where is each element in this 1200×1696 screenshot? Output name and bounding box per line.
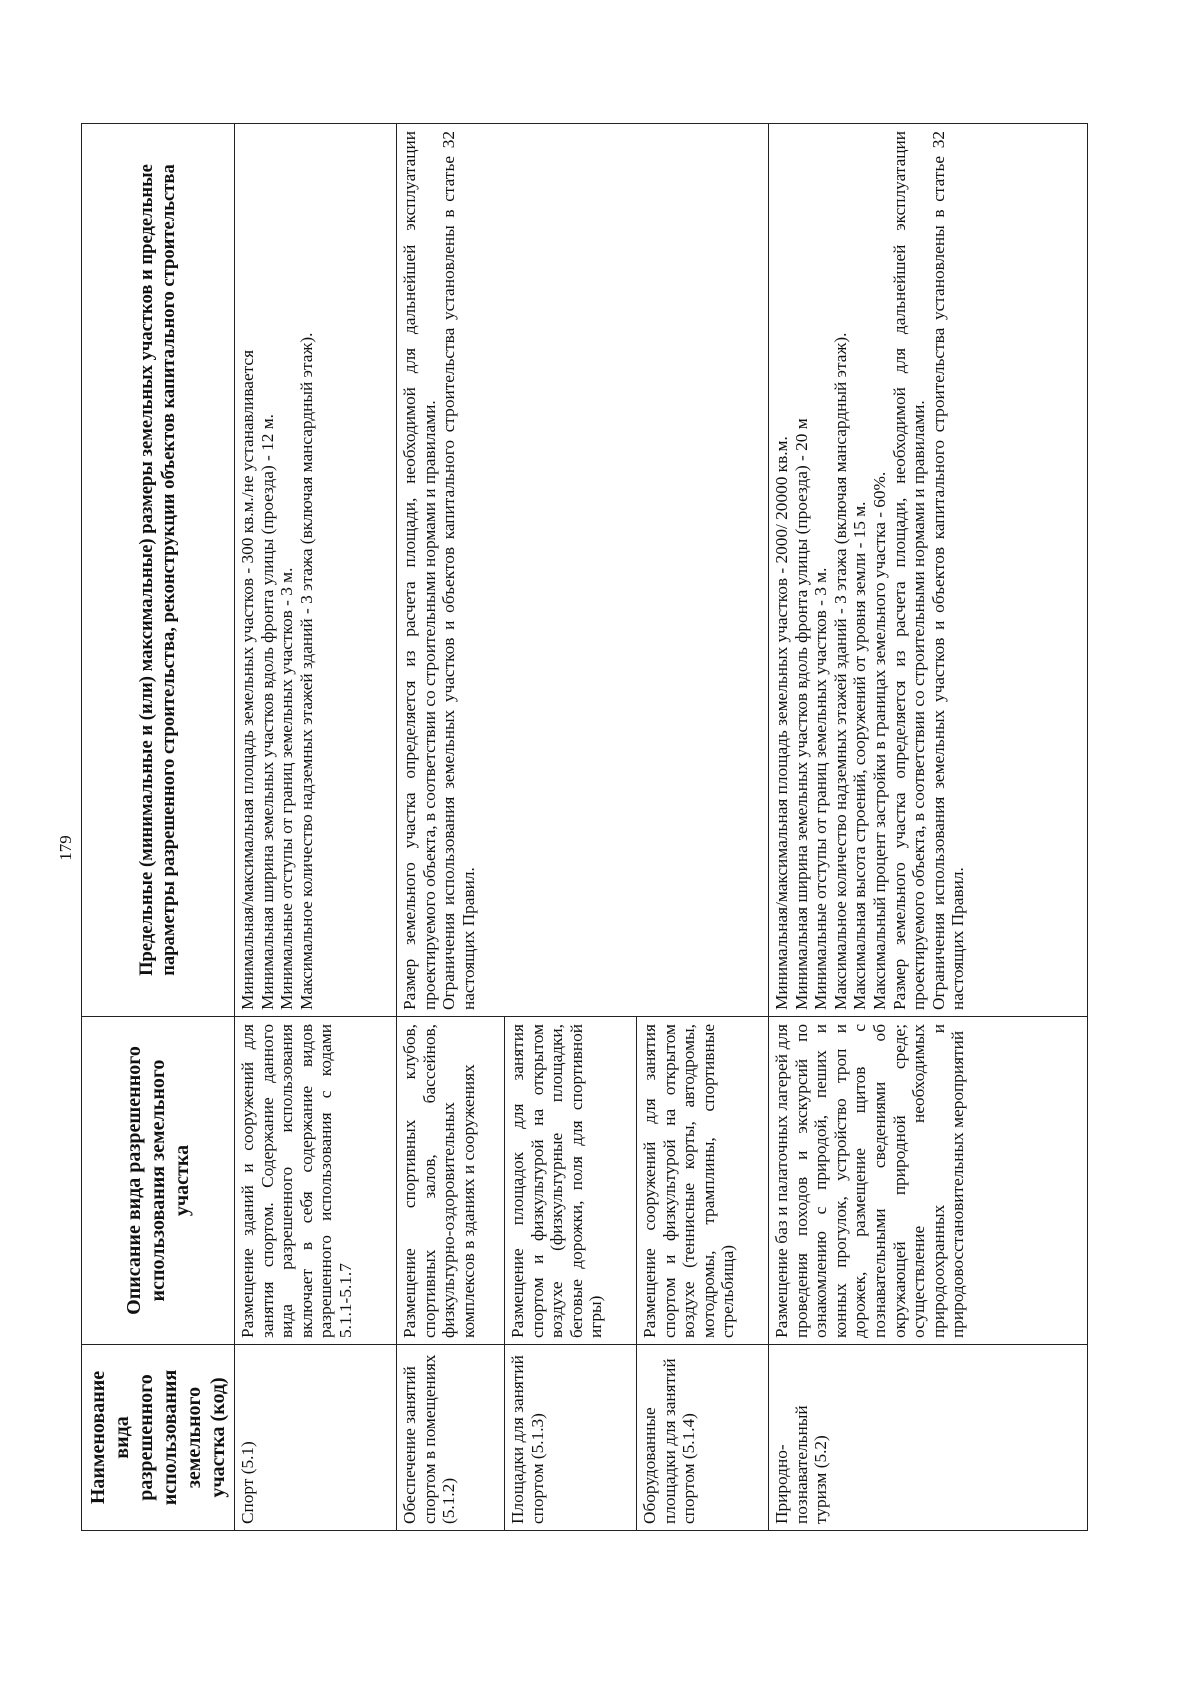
row-name: Спорт (5.1) (235, 1345, 397, 1531)
parameter-line: Минимальные отступы от границ земельных участков - 3 м. (277, 567, 297, 1010)
row-description: Размещение баз и палаточных лагерей для проведения походов и экскурсий по ознакомлению с природой, пеших и конных прогулок, устройство троп и дорожек, размещение щитов с познавательными сведениями об окружающей природной среде; осуществление необходимых природоохранных и природовосстановительных мероприятий (769, 1017, 1088, 1345)
row-parameters (769, 124, 1088, 1017)
parameter-line: Ограничения использования земельных участков и объектов капитального строительства установлены в статье 32 настоящих Правил. (928, 131, 968, 1010)
table-row (769, 124, 1088, 1531)
row-description: Размещение спортивных клубов, спортивных залов, бассейнов, физкультурно-оздоровительных комплексов в зданиях и сооружениях (397, 1017, 505, 1345)
parameter-line: Максимальная высота строений, сооружений от уровня земли - 15 м. (850, 501, 870, 1010)
parameter-line: Ограничения использования земельных участков и объектов капитального строительства установлены в статье 32 настоящих Правил. (439, 131, 478, 1010)
parameter-line: Минимальная/максимальная площадь земельных участков - 2000/ 20000 кв.м. (772, 436, 791, 1010)
parameter-line: Минимальная ширина земельных участков вдоль фронта улицы (проезда) - 20 м (791, 418, 811, 1010)
parameter-line: Максимальный процент застройки в границах земельного участка - 60%. (869, 471, 889, 1010)
header-parameters: Предельные (минимальные и (или) максимальные) размеры земельных участков и предельные параметры разрешенного строительства, реконструкции объектов капитального строительства (82, 124, 235, 1017)
table-header-row (82, 124, 235, 1531)
header-description: Описание вида разрешенного использования земельного участка (82, 1017, 235, 1345)
parameter-line: Минимальная/максимальная площадь земельных участков - 300 кв.м./не устанавливается (238, 349, 257, 1010)
parameter-line: Размер земельного участка определяется из расчета площади, необходимой для дальнейшей эксплуатации проектируемого объекта, в соответствии со строительными нормами и правилами. (889, 131, 929, 1010)
row-name: Площадки для занятий спортом (5.1.3) (505, 1345, 637, 1531)
parameter-line: Максимальное количество надземных этажей зданий - 3 этажа (включая мансардный этаж). (296, 332, 316, 1010)
parameter-line: Размер земельного участка определяется из расчета площади, необходимой для дальнейшей эксплуатации проектируемого объекта, в соответствии со строительными нормами и правилами. (400, 131, 439, 1010)
row-description: Размещение сооружений для занятия спортом и физкультурой на открытом воздухе (теннисные корты, автодромы, мотодромы, трамплины, спортивные стрельбища) (637, 1017, 769, 1345)
row-name: Природно-познавательный туризм (5.2) (769, 1345, 1088, 1531)
table-row (397, 124, 505, 1531)
parameter-line: Минимальная ширина земельных участков вдоль фронта улицы (проезда) - 12 м. (257, 414, 277, 1010)
row-parameters (235, 124, 397, 1017)
land-use-table (81, 123, 1088, 1531)
row-name: Обеспечение занятий спортом в помещениях (5.1.2) (397, 1345, 505, 1531)
row-name: Оборудованные площадки для занятий спортом (5.1.4) (637, 1345, 769, 1531)
header-name: Наименование вида разрешенного использования земельного участка (код) (82, 1345, 235, 1531)
row-description: Размещение площадок для занятия спортом и физкультурой на открытом воздухе (физкультурные площадки, беговые дорожки, поля для спортивной игры) (505, 1017, 637, 1345)
row-description: Размещение зданий и сооружений для занятия спортом. Содержание данного вида разрешенного использования включает в себя содержание видов разрешенного использования с кодами 5.1.1-5.1.7 (235, 1017, 397, 1345)
table-row (235, 124, 397, 1531)
parameter-line: Максимальное количество надземных этажей зданий - 3 этажа (включая мансардный этаж). (830, 332, 850, 1010)
row-parameters (397, 124, 769, 1017)
parameter-line: Минимальные отступы от границ земельных участков - 3 м. (811, 567, 831, 1010)
page-number: 179 (56, 835, 75, 861)
